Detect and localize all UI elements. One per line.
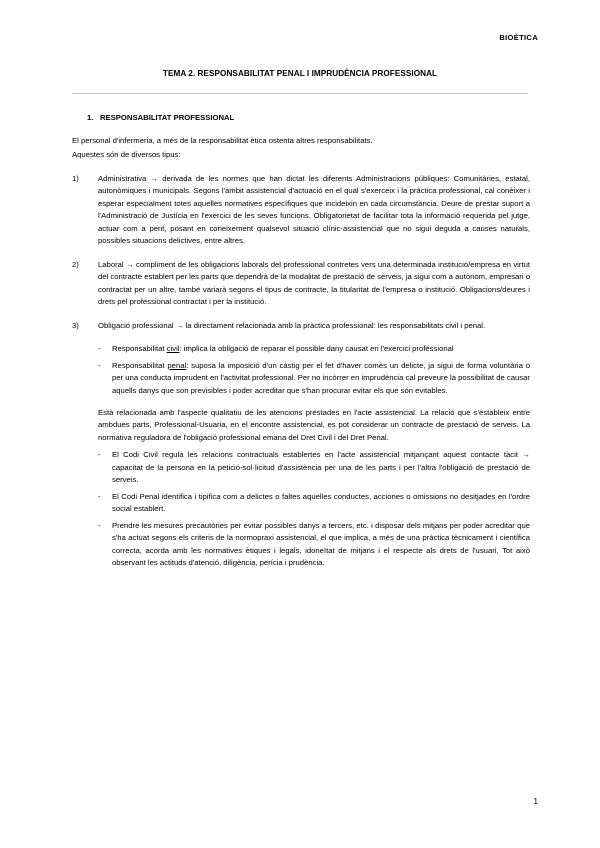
list-item-marker: 3)	[72, 320, 79, 330]
list-item-text: Prendre les mesures precautòries per evitar possibles danys a tercers, etc. i disposar dels mitjans per poder acreditar que s'ha actuat segons els criteris de la normopraxi assistencial, el que implica, a més de una pràctica tècnicament i científica correcta, acorda amb les normatives ètiques i legals, idoneïtat de mitjans i el respecte als drets de l'usuari. Tot això observant les actituds d'atenció, diligència, perícia i prudència.	[112, 520, 530, 568]
list-item-marker: -	[98, 344, 101, 354]
sub-item-rest: : suposa la imposició d'un càstig per el fet d'haver comès un delicte, ja sigui de forma voluntària o per una conducta imprudent en l'activitat professional. Per no incórrer en imprudència cal preveure la possibilitat de causar aquells danys que son previsibles i poder acreditar que s'han procurar evitar els que són evitables.	[112, 360, 530, 395]
document-body	[72, 113, 530, 574]
list-item	[98, 360, 530, 397]
intro-paragraph-1: El personal d'infermeria, a més de la responsabilitat ètica ostenta altres responsabilitats.	[72, 136, 373, 145]
list-item-marker: -	[98, 450, 101, 460]
list-item-text: Laboral → compliment de les obligacions laborals del professional contretes vers una determinada institució/empresa en virtut del contracte establert per les parts que dependrà de la modalitat de prestació de serveis, ja sigui com a autònom, empresari o contractat per un altre, també variarà segons el tipus de contracte, la titularitat de l'empresa o institució. Obligacions/deures i drets pel professional contractat i per la institució.	[98, 259, 530, 307]
page-number: 1	[533, 797, 538, 806]
list-item	[98, 520, 530, 570]
list-item	[98, 343, 530, 355]
closing-paragraph: Està relacionada amb l'aspecte qualitatiu de les atencions prestades en l'acte assistencial. La relació que s'estableix entre ambdues parts, Professional-Usuaria, en el encontre assistencial, es pot considerar un contracte de prestació de serveis. La normativa reguladora de l'obligació professional emana del Dret Civil i del Dret Penal.	[98, 407, 530, 442]
sub-item-lead: Responsabilitat	[112, 344, 167, 354]
list-item-text: Administrativa → derivada de les normes que han dictat les diferents Administracions públiques: Comunitàries, estatal, autonòmiques i municipals. Segons l'àmbit assistencial d'actuació en el qual s'exerceix i la pràctica professional, cal conèixer i esperar especialment totes aquelles normatives específiques que incideixin en cada circumstància. Deure de prestar suport a l'Administració de Justícia en l'exercici de les seves funcions. Obligatorietat de facilitar tota la informació requerida pel jutge, actuar com a perit, posant en coneixement qualsevol situació clínic-assistencial que no sigui deguda a causes naturals, possibles situacions delictives, entre altres.	[98, 173, 530, 246]
list-item-text: El Codi Civil regula les relacions contractuals establertes en l'acte assistencial mitjançant aquest contacte tàcit → capacitat de la persona en la petició-sol·licitud d'assistència per una de les parts i per l'altra l'obligació de prestació de serveis.	[112, 450, 530, 485]
header-divider	[72, 93, 528, 94]
page-title: TEMA 2. RESPONSABILITAT PENAL I IMPRUDÈNCIA PROFESSIONAL	[162, 69, 438, 78]
sub-item-lead: Responsabilitat	[112, 360, 168, 370]
list-item	[72, 320, 530, 332]
document-header-label: BIOÈTICA	[499, 33, 538, 42]
list-item	[98, 449, 530, 486]
section-title: RESPONSABILITAT PROFESSIONAL	[100, 113, 235, 122]
sub-item-underlined: penal	[167, 360, 187, 370]
sub-item-rest: : implica la obligació de reparar el possible dany causat en l'exercici professional	[179, 344, 454, 354]
closing-block	[98, 407, 530, 570]
numbered-list	[72, 173, 530, 570]
list-item	[72, 259, 530, 309]
list-item-text: Obligació professional → la directament relacionada amb la pràctica professional: les responsabilitats civil i penal.	[98, 320, 486, 330]
section-heading	[72, 113, 530, 122]
responsibility-sublist	[98, 343, 530, 397]
list-item-marker: -	[98, 520, 101, 530]
list-item-marker: -	[98, 491, 101, 501]
list-item	[98, 491, 530, 516]
final-list	[98, 449, 530, 569]
list-item-text: El Codi Penal identifica i tipifica com a delictes o faltes aquelles conductes, acciones o omissions no desitjades en l'ordre social establert.	[112, 491, 530, 514]
list-item-marker: 1)	[72, 173, 79, 183]
section-number: 1.	[87, 113, 94, 122]
list-item-text	[112, 343, 530, 355]
sub-item-underlined: civil	[166, 344, 180, 354]
list-item	[72, 173, 530, 248]
list-item-text	[112, 360, 530, 397]
list-item-marker: 2)	[72, 259, 79, 269]
intro-paragraph-2: Aquestes són de diversos tipus:	[72, 150, 181, 160]
list-item-marker: -	[98, 360, 101, 370]
